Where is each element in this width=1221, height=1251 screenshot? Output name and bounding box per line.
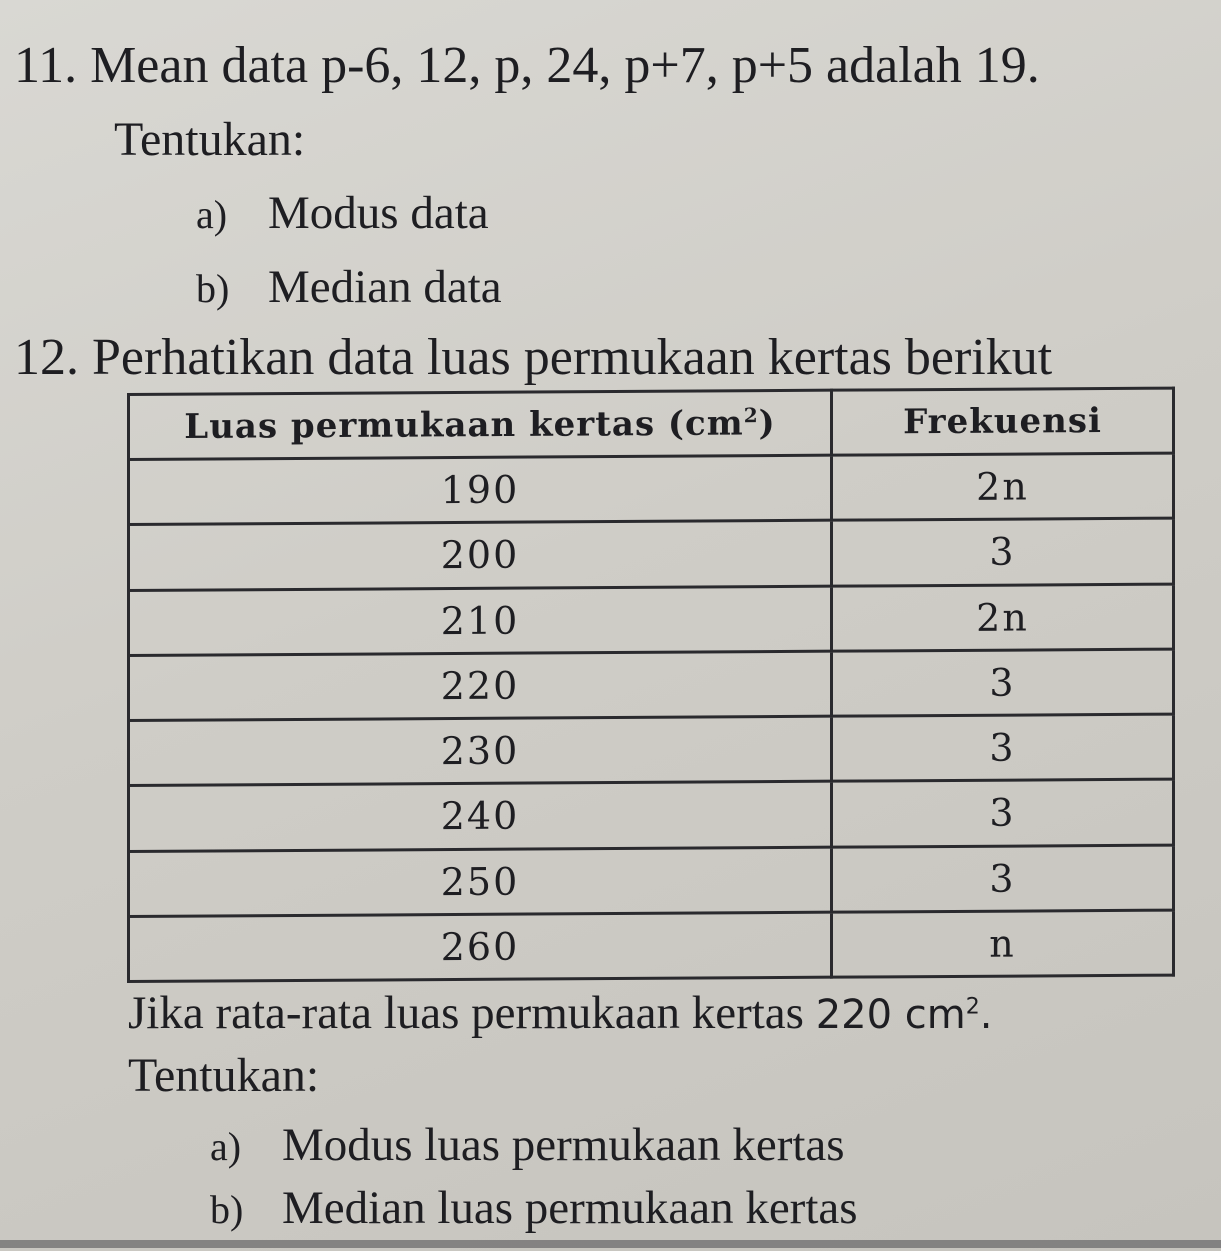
q11-item-a: [196, 187, 489, 239]
item-text: Modus data: [268, 187, 489, 239]
condition-number: 220 cm: [815, 992, 966, 1038]
cell-luas: 240: [129, 781, 832, 851]
header-luas: [129, 390, 832, 459]
cell-frekuensi: 3: [832, 779, 1174, 846]
q11-prompt: Tentukan:: [114, 113, 306, 166]
item-marker: b): [196, 266, 230, 311]
cell-frekuensi: 3: [832, 518, 1174, 585]
q12-item-b: [210, 1182, 858, 1234]
cell-luas: 260: [129, 912, 832, 982]
cell-frekuensi: 3: [832, 714, 1174, 781]
header-paren: ): [758, 403, 776, 444]
q12-prompt: Tentukan:: [128, 1049, 320, 1102]
item-marker: b): [210, 1187, 244, 1232]
q12-condition: [128, 987, 993, 1039]
cell-frekuensi: 2n: [832, 584, 1174, 651]
condition-exponent: 2: [965, 994, 980, 1020]
header-luas-text: Luas permukaan kertas (cm: [184, 403, 744, 447]
cell-luas: 250: [129, 847, 832, 917]
condition-text: Jika rata-rata luas permukaan kertas: [128, 987, 816, 1039]
cell-frekuensi: 2n: [832, 453, 1174, 520]
cell-frekuensi: 3: [832, 649, 1174, 716]
table-row: [129, 714, 1174, 786]
q12-title: 12. Perhatikan data luas permukaan kertas berikut: [14, 329, 1053, 386]
table-row: [129, 584, 1174, 656]
item-marker: a): [210, 1124, 242, 1169]
table-row: [129, 845, 1174, 917]
condition-value: [816, 992, 993, 1038]
cell-luas: 210: [129, 586, 832, 656]
item-marker: a): [196, 192, 228, 237]
q12-item-a: [210, 1119, 845, 1171]
condition-period: .: [979, 992, 993, 1038]
header-frekuensi: Frekuensi: [832, 388, 1174, 455]
cell-luas: 230: [129, 716, 832, 786]
cell-frekuensi: 3: [832, 845, 1174, 912]
cell-luas: 190: [129, 455, 832, 525]
table-row: [129, 453, 1174, 525]
frequency-table: [127, 387, 1175, 983]
cell-luas: 220: [129, 651, 832, 721]
table-row: [129, 779, 1174, 851]
item-text: Median data: [268, 261, 502, 313]
page-edge-divider: [0, 1240, 1221, 1248]
cell-luas: 200: [129, 520, 832, 590]
q11-item-b: [196, 261, 502, 313]
header-unit-exponent: 2: [743, 402, 759, 428]
table-header-row: [129, 388, 1174, 459]
table-row: [129, 910, 1174, 982]
q11-title: 11. Mean data p-6, 12, p, 24, p+7, p+5 adalah 19.: [14, 37, 1040, 94]
cell-frekuensi: n: [832, 910, 1174, 977]
table-row: [129, 649, 1174, 721]
table-row: [129, 518, 1174, 590]
item-text: Modus luas permukaan kertas: [282, 1119, 845, 1171]
item-text: Median luas permukaan kertas: [282, 1182, 858, 1234]
